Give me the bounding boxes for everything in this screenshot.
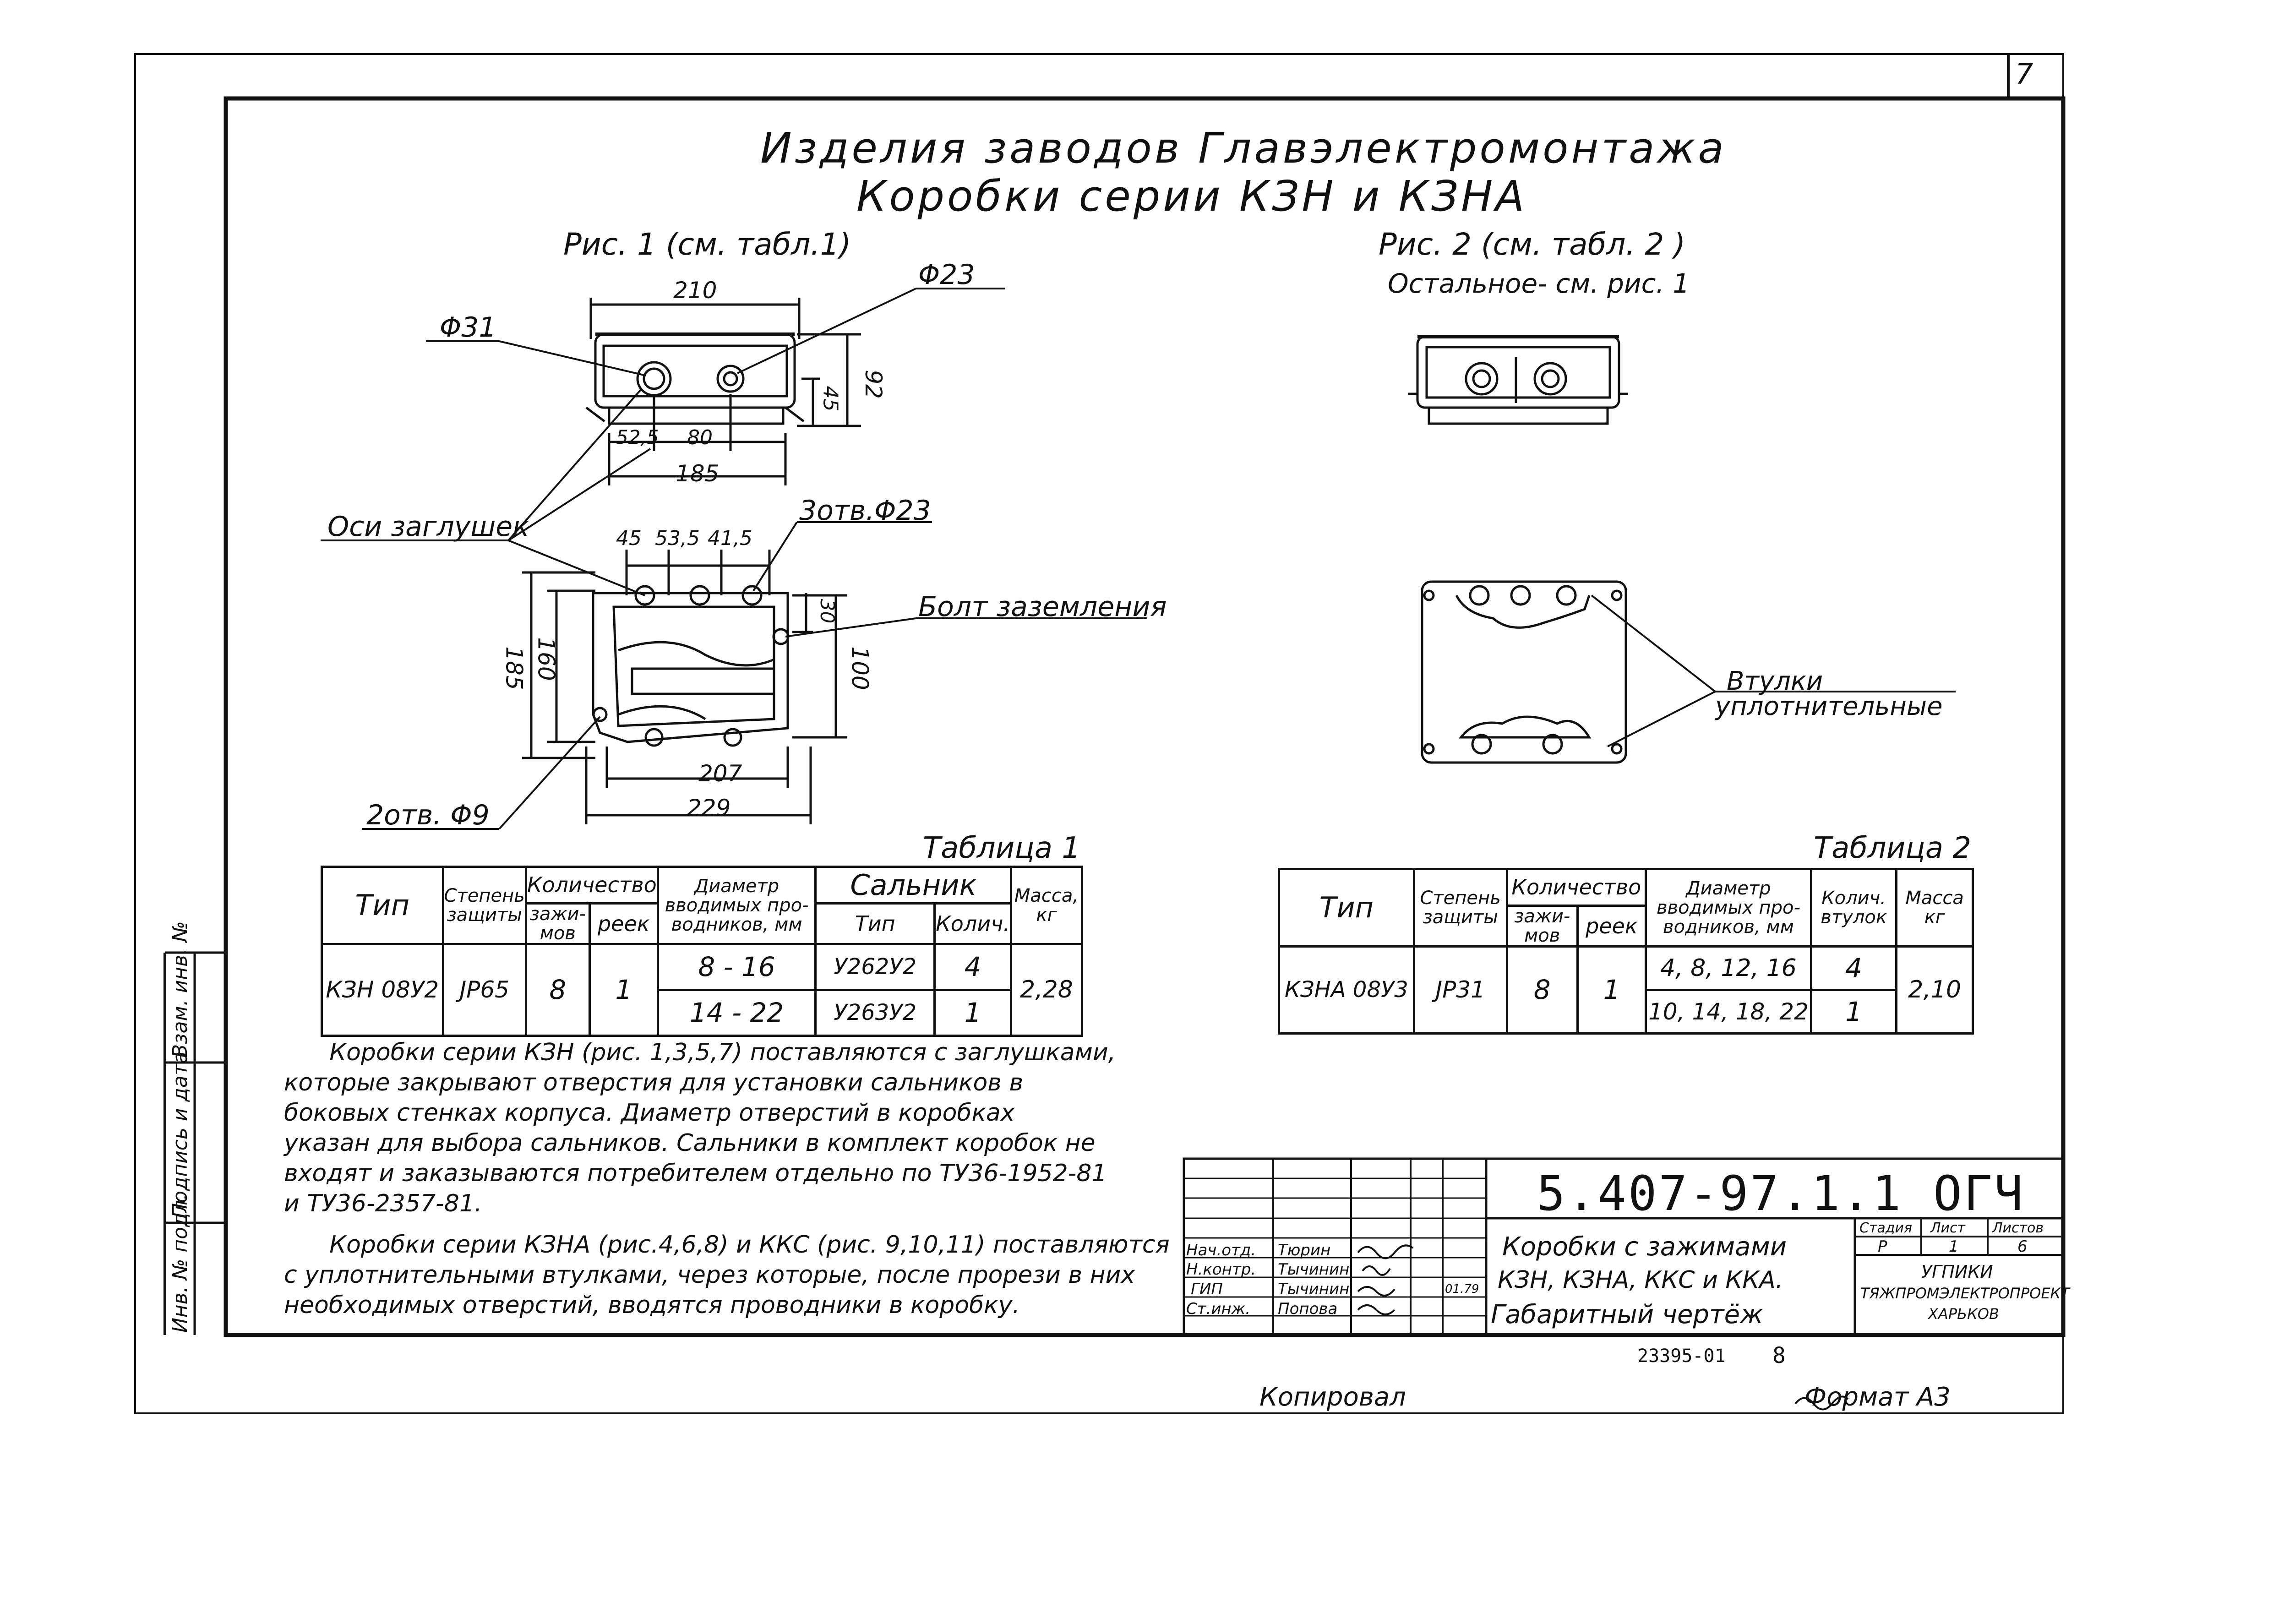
t1-type: КЗН 08У2 bbox=[322, 944, 443, 1036]
dim-185-side: 185 bbox=[501, 646, 528, 690]
t1-protection: ЈР65 bbox=[443, 944, 526, 1036]
fig1-callout-d31: Φ31 bbox=[440, 311, 496, 343]
t1-h-gland-type: Тип bbox=[816, 904, 935, 944]
t1-rails: 1 bbox=[589, 944, 658, 1036]
dim-100: 100 bbox=[846, 646, 873, 690]
dim-45-front: 45 bbox=[616, 527, 642, 550]
fig2-subcaption: Остальное- см. рис. 1 bbox=[1388, 268, 1690, 299]
t1-h-gland-qty: Колич. bbox=[935, 904, 1011, 944]
dim-210: 210 bbox=[673, 277, 717, 304]
t1-h-diameter: Диаметр вводимых про-водников, мм bbox=[658, 867, 816, 944]
t2-h-diameter: Диаметр вводимых про-водников, мм bbox=[1646, 869, 1811, 947]
footer-copied-label: Копировал bbox=[1259, 1382, 1406, 1412]
stamp-h-stage: Стадия bbox=[1859, 1220, 1913, 1236]
dim-160: 160 bbox=[533, 637, 560, 681]
stamp-role-3: ГИП bbox=[1191, 1280, 1223, 1298]
t1-h-clamps: зажи-мов bbox=[526, 904, 589, 944]
stamp-role-1: Нач.отд. bbox=[1186, 1241, 1256, 1259]
t2-h-quantity: Количество bbox=[1507, 869, 1646, 906]
stamp-name-line2: КЗН, КЗНА, ККС и ККА. bbox=[1498, 1266, 1783, 1294]
fig1-caption: Рис. 1 (см. табл.1) bbox=[563, 227, 851, 262]
note-paragraph-2: Коробки серии КЗНА (рис.4,6,8) и ККС (рис. 9,10,11) поставляются с уплотнительными втулками, через которые, после прорези в них необходимых отверстий, вводятся проводники в коробку. bbox=[284, 1231, 1170, 1319]
side-label-inv: Инв. № подл. bbox=[169, 1193, 192, 1333]
t1-h-type: Тип bbox=[322, 867, 443, 944]
stamp-name-3: Тычинин bbox=[1278, 1280, 1350, 1298]
fig1-callout-holes3: 3отв.Φ23 bbox=[799, 495, 931, 527]
t1-mass: 2,28 bbox=[1011, 944, 1082, 1036]
t1-h-rails: реек bbox=[589, 904, 658, 944]
dim-92: 92 bbox=[860, 370, 887, 399]
note-paragraph-1: Коробки серии КЗН (рис. 1,3,5,7) поставляются с заглушками, которые закрывают отверстия для установки сальников в боковых стенках корпуса. Диаметр отверстий в коробках указан для выбора сальников. Сальники в комплект коробок не входят и заказываются потребителем отдельно по ТУ36-1952-81 и ТУ36-2357-81. bbox=[284, 1039, 1116, 1217]
table2-caption: Таблица 2 bbox=[1814, 831, 1972, 865]
t1-gland-type2: У263У2 bbox=[816, 990, 935, 1036]
t2-protection: ЈР31 bbox=[1414, 947, 1507, 1034]
dim-229: 229 bbox=[687, 795, 731, 821]
dim-80: 80 bbox=[687, 426, 713, 449]
stamp-org-line3: ХАРЬКОВ bbox=[1928, 1305, 1999, 1323]
dim-30: 30 bbox=[816, 599, 839, 624]
stamp-h-sheets: Листов bbox=[1992, 1220, 2044, 1236]
table1-caption: Таблица 1 bbox=[923, 831, 1081, 865]
fig1-callout-d23: Φ23 bbox=[918, 259, 975, 291]
t2-h-mass: Масса кг bbox=[1897, 869, 1973, 947]
t1-diam2: 14 - 22 bbox=[658, 990, 816, 1036]
side-label-replace: Взам. инв. № bbox=[169, 921, 192, 1058]
title-line2: Коробки серии КЗН и КЗНА bbox=[856, 172, 1527, 221]
dim-185-top: 185 bbox=[676, 460, 720, 487]
stamp-name-2: Тычинин bbox=[1278, 1260, 1350, 1279]
fig1-callout-plug-axes: Оси заглушек bbox=[327, 511, 529, 543]
t2-h-type: Тип bbox=[1279, 869, 1414, 947]
t2-h-bushings: Колич. втулок bbox=[1811, 869, 1896, 947]
stamp-document-code: 5.407-97.1.1 ОГЧ bbox=[1537, 1166, 2025, 1221]
dim-52-5: 52,5 bbox=[616, 426, 659, 448]
dim-41-5: 41,5 bbox=[708, 527, 752, 550]
t1-gland-qty2: 1 bbox=[935, 990, 1011, 1036]
t1-diam1: 8 - 16 bbox=[658, 944, 816, 990]
t2-h-protection: Степень защиты bbox=[1414, 869, 1507, 947]
stamp-h-sheet: Лист bbox=[1930, 1220, 1966, 1236]
stamp-name-1: Тюрин bbox=[1278, 1241, 1331, 1259]
fig2-caption: Рис. 2 (см. табл. 2 ) bbox=[1379, 227, 1686, 262]
stamp-name-4: Попова bbox=[1278, 1300, 1338, 1318]
sheet-number: 7 bbox=[2015, 57, 2033, 91]
t2-diam1: 4, 8, 12, 16 bbox=[1646, 947, 1811, 990]
fig1-callout-holes2: 2отв. Φ9 bbox=[366, 799, 490, 831]
t2-type: КЗНА 08У3 bbox=[1279, 947, 1414, 1034]
title-line1: Изделия заводов Главэлектромонтажа bbox=[760, 124, 1727, 173]
t2-mass: 2,10 bbox=[1897, 947, 1973, 1034]
stamp-date: 01.79 bbox=[1445, 1282, 1479, 1296]
t2-h-rails: реек bbox=[1577, 906, 1646, 947]
dim-45: 45 bbox=[818, 386, 842, 412]
stamp-sheet: 1 bbox=[1949, 1237, 1959, 1256]
footer-inventory-number: 23395-01 bbox=[1637, 1346, 1726, 1367]
t2-rails: 1 bbox=[1577, 947, 1646, 1034]
fig2-callout-line1: Втулки bbox=[1727, 666, 1823, 696]
footer-format-label: Формат А3 bbox=[1804, 1382, 1951, 1412]
t2-bush2: 1 bbox=[1811, 990, 1896, 1034]
t1-clamps: 8 bbox=[526, 944, 589, 1036]
t1-gland-type1: У262У2 bbox=[816, 944, 935, 990]
stamp-role-2: Н.контр. bbox=[1186, 1260, 1256, 1279]
stamp-org-line1: УГПИКИ bbox=[1921, 1262, 1993, 1282]
t1-h-gland: Сальник bbox=[816, 867, 1011, 904]
stamp-org-line2: ТЯЖПРОМЭЛЕКТРОПРОЕКТ bbox=[1860, 1285, 2070, 1302]
fig2-callout-line2: уплотнительные bbox=[1715, 692, 1943, 721]
stamp-name-line1: Коробки с зажимами bbox=[1502, 1232, 1787, 1262]
stamp-name-line3: Габаритный чертёж bbox=[1491, 1300, 1763, 1330]
dim-53-5: 53,5 bbox=[655, 527, 700, 550]
t2-clamps: 8 bbox=[1507, 947, 1577, 1034]
side-label-signature: Подпись и дата bbox=[169, 1051, 192, 1218]
stamp-stage: Р bbox=[1878, 1237, 1887, 1256]
t1-h-quantity: Количество bbox=[526, 867, 658, 904]
dim-207: 207 bbox=[698, 760, 742, 787]
stamp-role-4: Ст.инж. bbox=[1186, 1300, 1251, 1318]
t1-h-protection: Степень защиты bbox=[443, 867, 526, 944]
footer-page-number: 8 bbox=[1772, 1343, 1786, 1368]
t2-diam2: 10, 14, 18, 22 bbox=[1646, 990, 1811, 1034]
t2-h-clamps: зажи-мов bbox=[1507, 906, 1577, 947]
stamp-sheets: 6 bbox=[2017, 1237, 2028, 1256]
t1-gland-qty1: 4 bbox=[935, 944, 1011, 990]
t2-bush1: 4 bbox=[1811, 947, 1896, 990]
fig1-callout-ground-bolt: Болт заземления bbox=[918, 591, 1167, 623]
t1-h-mass: Масса, кг bbox=[1011, 867, 1082, 944]
